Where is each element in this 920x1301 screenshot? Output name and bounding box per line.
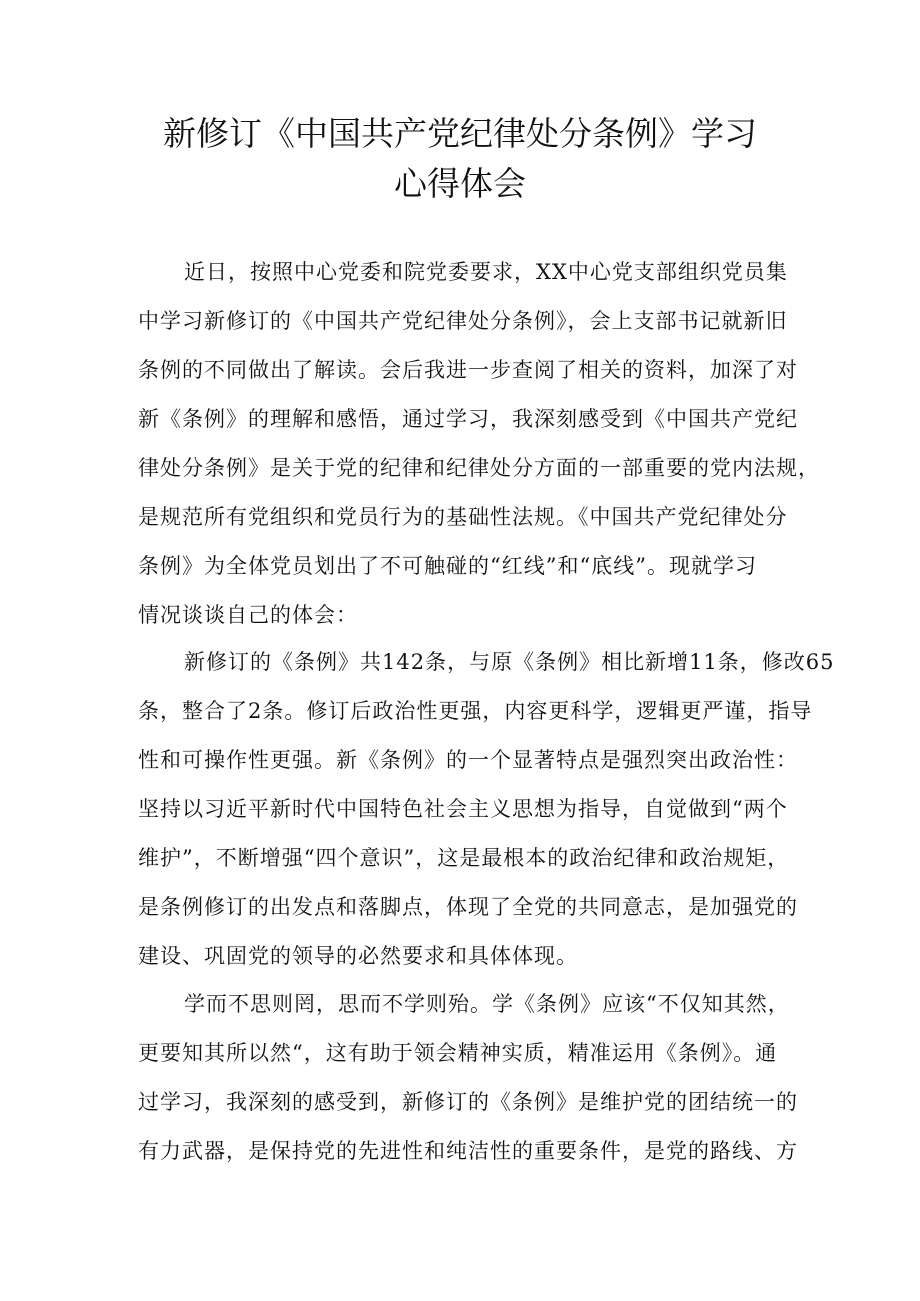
paragraph-line: 新《条例》的理解和感悟，通过学习，我深刻感受到《中国共产党纪 <box>138 407 798 431</box>
paragraph-line: 是条例修订的出发点和落脚点，体现了全党的共同意志，是加强党的 <box>138 895 798 919</box>
paragraph-line: 过学习，我深刻的感受到，新修订的《条例》是维护党的团结统一的 <box>138 1090 798 1114</box>
paragraph-line: 建设、巩固党的领导的必然要求和具体体现。 <box>138 944 578 968</box>
paragraph-line: 条例》为全体党员划出了不可触碰的“红线”和“底线”。现就学习 <box>138 554 757 578</box>
paragraph-line: 有力武器，是保持党的先进性和纯洁性的重要条件，是党的路线、方 <box>138 1139 798 1163</box>
paragraph-line: 性和可操作性更强。新《条例》的一个显著特点是强烈突出政治性： <box>138 748 798 772</box>
paragraph-line: 条例的不同做出了解读。会后我进一步查阅了相关的资料，加深了对 <box>138 358 798 382</box>
paragraph-line: 维护”，不断增强“四个意识”，这是最根本的政治纪律和政治规矩， <box>138 846 790 870</box>
paragraph-line: 更要知其所以然“，这有助于领会精神实质，精准运用《条例》。通 <box>138 1041 778 1065</box>
paragraph-line: 律处分条例》是关于党的纪律和纪律处分方面的一部重要的党内法规， <box>138 456 820 480</box>
paragraph-line: 中学习新修订的《中国共产党纪律处分条例》，会上支部书记就新旧 <box>138 309 788 333</box>
paragraph-1 <box>138 248 820 640</box>
paragraph-line: 是规范所有党组织和党员行为的基础性法规。《中国共产党纪律处分 <box>138 505 788 529</box>
paragraph-2 <box>138 638 835 981</box>
paragraph-line: 条，整合了2条。修订后政治性更强，内容更科学，逻辑更严谨，指导 <box>138 699 813 723</box>
paragraph-line: 新修订的《条例》共142条，与原《条例》相比新增11条，修改65 <box>184 650 835 674</box>
paragraph-line: 坚持以习近平新时代中国特色社会主义思想为指导，自觉做到“两个 <box>138 797 788 821</box>
document-title-line-2: 心得体会 <box>394 164 526 203</box>
paragraph-3 <box>138 980 798 1176</box>
document-title-line-1: 新修订《中国共产党纪律处分条例》学习 <box>163 114 757 153</box>
paragraph-line: 情况谈谈自己的体会： <box>138 603 358 627</box>
paragraph-line: 学而不思则罔，思而不学则殆。学《条例》应该“不仅知其然， <box>184 992 790 1016</box>
paragraph-line: 近日，按照中心党委和院党委要求，XX中心党支部组织党员集 <box>184 260 788 284</box>
